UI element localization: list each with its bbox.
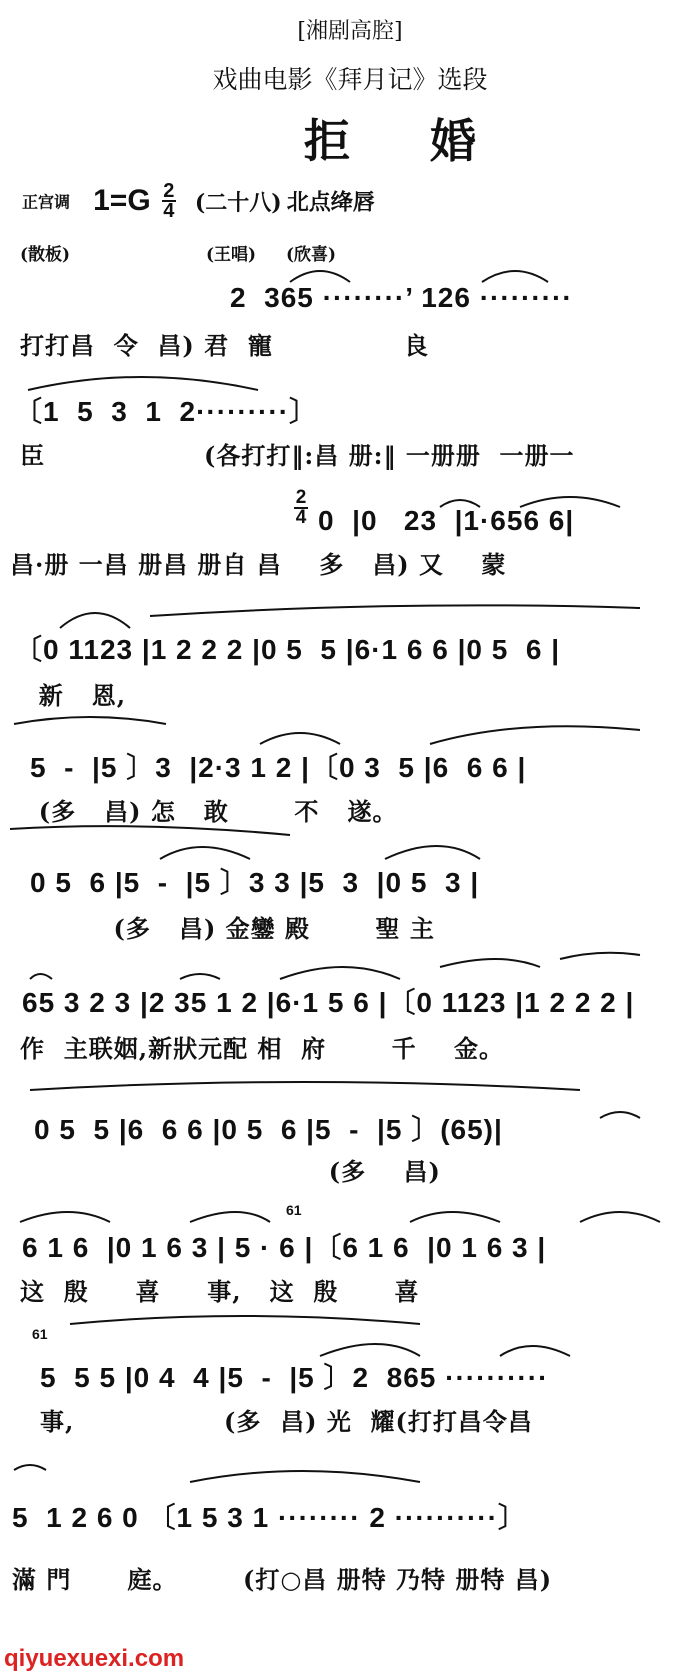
mode-label: 正宫调 bbox=[22, 192, 71, 212]
lyrics-line: 打打昌 令 昌) 君 寵 良 bbox=[20, 331, 429, 360]
notation-line: 0 |0 23 |1·656 6| bbox=[318, 505, 575, 536]
lyrics-line: 滿 門 庭。 (打○昌 册特 乃特 册特 昌) bbox=[12, 1565, 553, 1594]
watermark: qiyuexuexi.com bbox=[4, 1645, 185, 1672]
notation-line: 〔0 1123 |1 2 2 2 |0 5 5 |6·1 6 6 |0 5 6 | bbox=[14, 634, 561, 665]
lyrics-line: 昌·册 一昌 册昌 册自 昌 多 昌) 又 蒙 bbox=[10, 550, 507, 579]
lyrics-line: 这 殷 喜 事, 这 殷 喜 bbox=[20, 1277, 420, 1306]
notation-line: 5 5 5 |0 4 4 |5 - |5 〕2 865 ·········· bbox=[40, 1362, 549, 1393]
time-signature-top: 2 bbox=[163, 180, 175, 202]
time-signature bbox=[162, 182, 176, 220]
genre-label: [湘剧高腔] bbox=[297, 19, 403, 44]
notation-line: 2 365 ········’ 126 ········· bbox=[230, 282, 573, 313]
section-name: 北点绛唇 bbox=[286, 189, 375, 216]
meter-bottom: 4 bbox=[295, 507, 307, 528]
subtitle: 戏曲电影《拜月记》选段 bbox=[212, 65, 488, 94]
score-row-10 bbox=[0, 1308, 700, 1458]
time-signature-bottom: 4 bbox=[163, 200, 175, 222]
section-number: (二十八) bbox=[194, 189, 282, 216]
lyrics-line: (多 昌) bbox=[20, 1157, 441, 1186]
lyrics-line: 新 恩, bbox=[20, 681, 127, 710]
score-row-11 bbox=[0, 1460, 700, 1610]
key-signature: 1=G bbox=[93, 184, 151, 217]
lyrics-line: 事, (多 昌) 光 耀(打打昌令昌 bbox=[40, 1407, 533, 1436]
lyrics-line: 作 主联姻,新狀元配 相 府 千 金。 bbox=[20, 1034, 505, 1063]
singer-mark: (王唱) bbox=[206, 245, 257, 265]
grace-note: 61 bbox=[286, 1202, 302, 1218]
lyrics-line: (多 昌) 金鑾 殿 聖 主 bbox=[20, 914, 435, 943]
notation-line: 5 1 2 6 0 〔1 5 3 1 ········ 2 ··········〕 bbox=[12, 1502, 527, 1533]
notation-line: 65 3 2 3 |2 35 1 2 |6·1 5 6 |〔0 1123 |1 2 2 2 | bbox=[22, 987, 635, 1018]
notation-line: 〔1 5 3 1 2·········〕 bbox=[14, 396, 319, 427]
grace-note: 61 bbox=[32, 1326, 48, 1342]
expression-mark: (欣喜) bbox=[286, 245, 337, 265]
lyrics-line: (多 昌) 怎 敢 不 遂。 bbox=[20, 797, 398, 826]
notation-line: 0 5 5 |6 6 6 |0 5 6 |5 - |5 〕(65)| bbox=[34, 1114, 503, 1145]
page-title: 拒婚 bbox=[304, 114, 556, 168]
meter-top: 2 bbox=[295, 487, 307, 508]
notation-line: 5 - |5 〕3 |2·3 1 2 |〔0 3 5 |6 6 6 | bbox=[30, 752, 527, 783]
notation-line: 0 5 6 |5 - |5 〕3 3 |5 3 |0 5 3 | bbox=[30, 867, 480, 898]
score-meta bbox=[22, 182, 375, 222]
lyrics-line: 臣 (各打打‖:昌 册:‖ 一册册 一册一 bbox=[20, 441, 575, 470]
tempo-mark: (散板) bbox=[20, 245, 71, 265]
notation-line: 6 1 6 |0 1 6 3 | 5 · 6 |〔6 1 6 |0 1 6 3 | bbox=[22, 1232, 547, 1263]
